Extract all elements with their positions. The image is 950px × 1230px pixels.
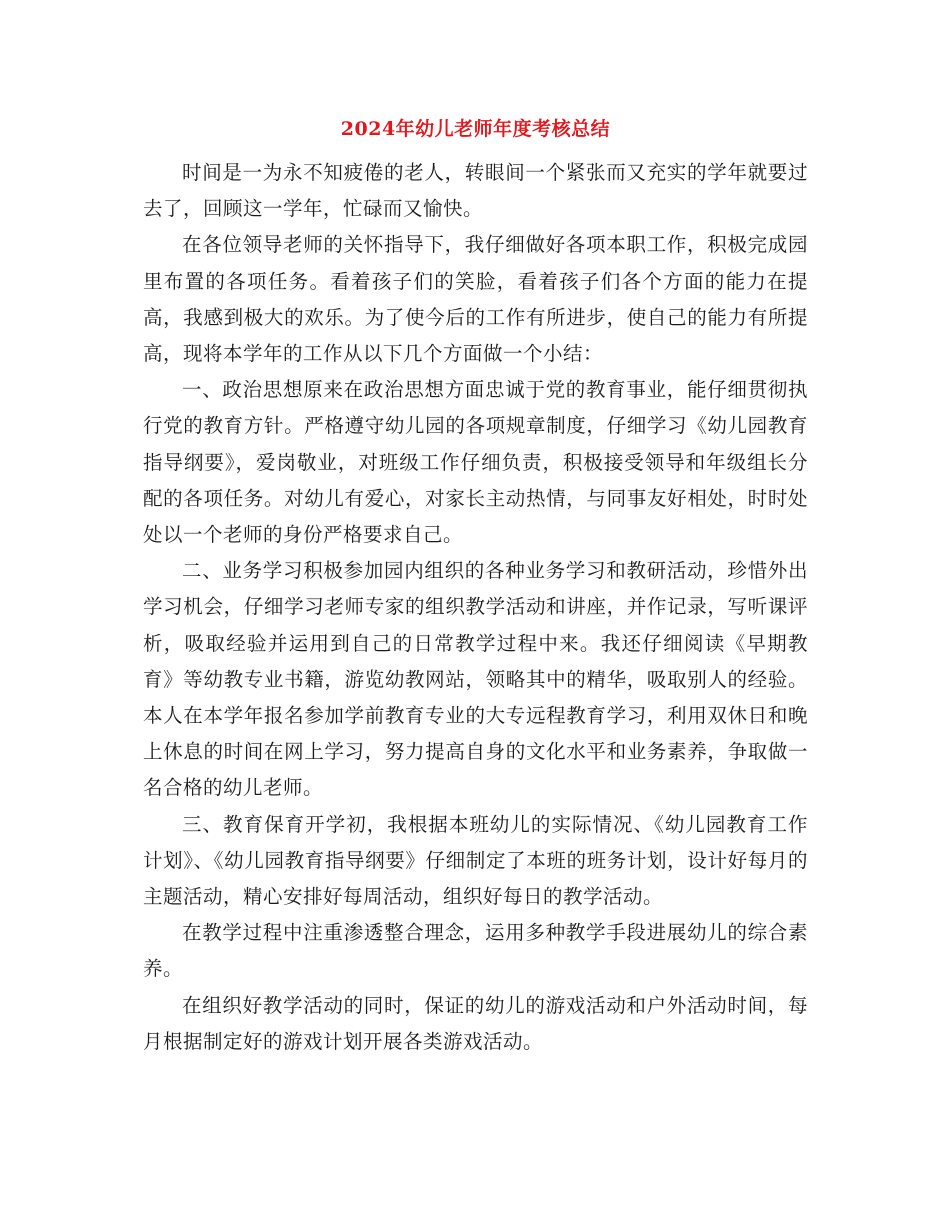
paragraph-teaching-process: 在教学过程中注重渗透整合理念，运用多种教学手段进展幼儿的综合素养。 xyxy=(143,921,808,981)
document-page xyxy=(143,112,808,1060)
paragraph-political-thought: 一、政治思想原来在政治思想方面忠诚于党的教育事业，能仔细贯彻执行党的教育方针。严格遵守幼儿园的各项规章制度，仔细学习《幼儿园教育指导纲要》，爱岗敬业，对班级工作仔细负责，积极接受领导和年级组长分配的各项任务。对幼儿有爱心，对家长主动热情，与同事友好相处，时时处处以一个老师的身份严格要求自己。 xyxy=(143,378,808,547)
paragraph-education-care: 三、教育保育开学初，我根据本班幼儿的实际情况、《幼儿园教育工作计划》、《幼儿园教育指导纲要》仔细制定了本班的班务计划，设计好每月的主题活动，精心安排好每周活动，组织好每日的教学活动。 xyxy=(143,812,808,909)
paragraph-game-activities: 在组织好教学活动的同时，保证的幼儿的游戏活动和户外活动时间，每月根据制定好的游戏计划开展各类游戏活动。 xyxy=(143,993,808,1053)
paragraph-professional-study: 二、业务学习积极参加园内组织的各种业务学习和教研活动，珍惜外出学习机会，仔细学习老师专家的组织教学活动和讲座，并作记录，写听课评析，吸取经验并运用到自己的日常教学过程中来。我还仔细阅读《早期教育》等幼教专业书籍，游览幼教网站，领略其中的精华，吸取别人的经验。本人在本学年报名参加学前教育专业的大专远程教育学习，利用双休日和晚上休息的时间在网上学习，努力提高自身的文化水平和业务素养，争取做一名合格的幼儿老师。 xyxy=(143,559,808,800)
document-title: 2024年幼儿老师年度考核总结 xyxy=(340,118,611,140)
paragraph-intro: 时间是一为永不知疲倦的老人，转眼间一个紧张而又充实的学年就要过去了，回顾这一学年，忙碌而又愉快。 xyxy=(143,161,808,221)
paragraph-overview: 在各位领导老师的关怀指导下，我仔细做好各项本职工作，积极完成园里布置的各项任务。看着孩子们的笑脸，看着孩子们各个方面的能力在提高，我感到极大的欢乐。为了使今后的工作有所进步，使自己的能力有所提高，现将本学年的工作从以下几个方面做一个小结： xyxy=(143,233,808,366)
